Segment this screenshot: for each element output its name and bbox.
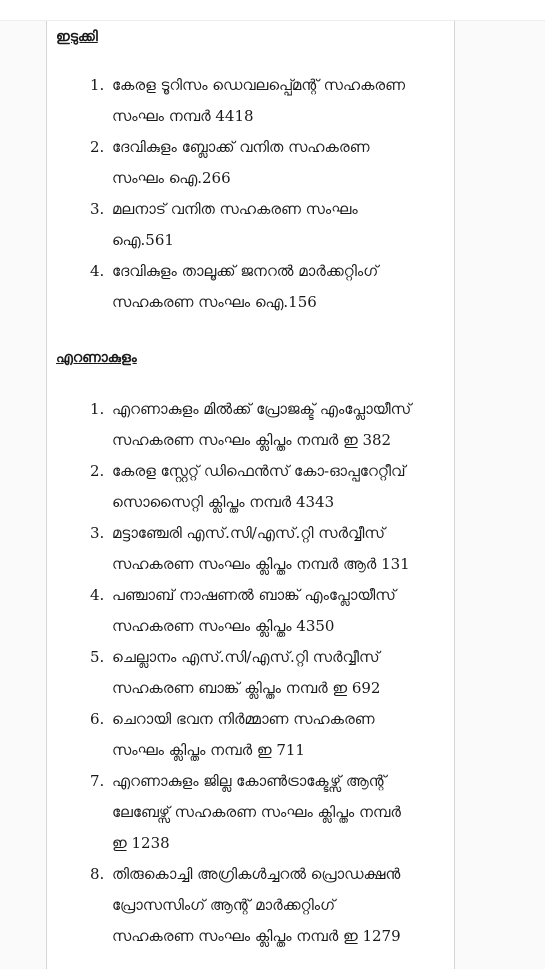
list-line: സഹകരണ സംഘം ക്ലിപ്തം നമ്പർ ആർ 131: [112, 555, 410, 573]
list-number: 2.: [90, 462, 105, 480]
list-line: കേരള സ്റ്റേറ്റ് ഡിഫെൻസ് കോ-ഓപ്പറേറ്റീവ്: [112, 462, 406, 480]
section-heading-ernakulam: എറണാകുളം: [56, 350, 137, 366]
list-line: ചെല്ലാനം എസ്.സി/എസ്.റ്റി സർവ്വീസ്: [112, 648, 380, 666]
list-line: എറണാകുളം ജില്ല കോൺട്രാക്ടേഴ്സ് ആന്റ്: [112, 772, 387, 790]
list-line: സഹകരണ സംഘം ക്ലിപ്തം നമ്പർ ഇ 1279: [112, 927, 401, 945]
left-margin: [0, 21, 46, 969]
list-item: [46, 194, 456, 256]
list-line: ലേബേഴ്സ് സഹകരണ സംഘം ക്ലിപ്തം നമ്പർ: [112, 803, 401, 821]
list-number: 8.: [90, 865, 105, 883]
list-line: എറണാകുളം മിൽക്ക് പ്രോജക്ട് എംപ്ലോയീസ്: [112, 400, 412, 418]
list-line: പഞ്ചാബ് നാഷണൽ ബാങ്ക് എംപ്ലോയീസ്: [112, 586, 396, 604]
list-number: 1.: [90, 76, 105, 94]
section-heading-idukki: ഇടുക്കി: [56, 29, 98, 45]
list-item: [46, 70, 456, 132]
list-line: മലനാട് വനിത സഹകരണ സംഘം: [112, 200, 358, 218]
list-line: ദേവികുളം ബ്ലോക്ക് വനിത സഹകരണ: [112, 138, 370, 156]
list-line: ഐ.561: [112, 231, 174, 249]
list-number: 4.: [90, 586, 105, 604]
list-item: [46, 256, 456, 318]
idukki-society-list: [46, 70, 456, 318]
list-item: [46, 859, 456, 952]
list-line: പ്രോസസിംഗ് ആന്റ് മാർക്കറ്റിംഗ്: [112, 896, 336, 914]
list-line: സഹകരണ സംഘം ഐ.156: [112, 293, 317, 311]
list-item: [46, 518, 456, 580]
list-line: മട്ടാഞ്ചേരി എസ്.സി/എസ്.റ്റി സർവ്വീസ്: [112, 524, 386, 542]
list-item: [46, 394, 456, 456]
list-line: സഹകരണ ബാങ്ക് ക്ലിപ്തം നമ്പർ ഇ 692: [112, 679, 381, 697]
list-line: സംഘം ക്ലിപ്തം നമ്പർ ഇ 711: [112, 741, 305, 759]
list-number: 1.: [90, 400, 105, 418]
list-number: 4.: [90, 262, 105, 280]
list-item: [46, 766, 456, 859]
list-number: 3.: [90, 200, 105, 218]
list-line: സഹകരണ സംഘം ക്ലിപ്തം 4350: [112, 617, 335, 635]
list-line: കേരള ടൂറിസം ഡെവലപ്പ്മെന്റ് സഹകരണ: [112, 76, 406, 94]
list-line: സൊസൈറ്റി ക്ലിപ്തം നമ്പർ 4343: [112, 493, 335, 511]
list-line: സംഘം നമ്പർ 4418: [112, 107, 254, 125]
list-item: [46, 642, 456, 704]
list-item: [46, 704, 456, 766]
list-number: 7.: [90, 772, 105, 790]
ernakulam-society-list: [46, 394, 456, 952]
list-line: സഹകരണ സംഘം ക്ലിപ്തം നമ്പർ ഇ 382: [112, 431, 392, 449]
list-item: [46, 456, 456, 518]
right-margin: [455, 21, 545, 969]
list-line: ചെറായി ഭവന നിർമ്മാണ സഹകരണ: [112, 710, 375, 728]
list-item: [46, 580, 456, 642]
list-line: തിരുകൊച്ചി അഗ്രികൾച്ചറൽ പ്രൊഡക്ഷൻ: [112, 865, 401, 883]
list-number: 2.: [90, 138, 105, 156]
list-number: 6.: [90, 710, 105, 728]
list-line: സംഘം ഐ.266: [112, 169, 231, 187]
list-number: 5.: [90, 648, 105, 666]
list-line: ദേവികുളം താലൂക്ക് ജനറൽ മാർക്കറ്റിംഗ്: [112, 262, 379, 280]
list-number: 3.: [90, 524, 105, 542]
list-item: [46, 132, 456, 194]
document-page: [46, 21, 454, 969]
list-line: ഇ 1238: [112, 834, 170, 852]
